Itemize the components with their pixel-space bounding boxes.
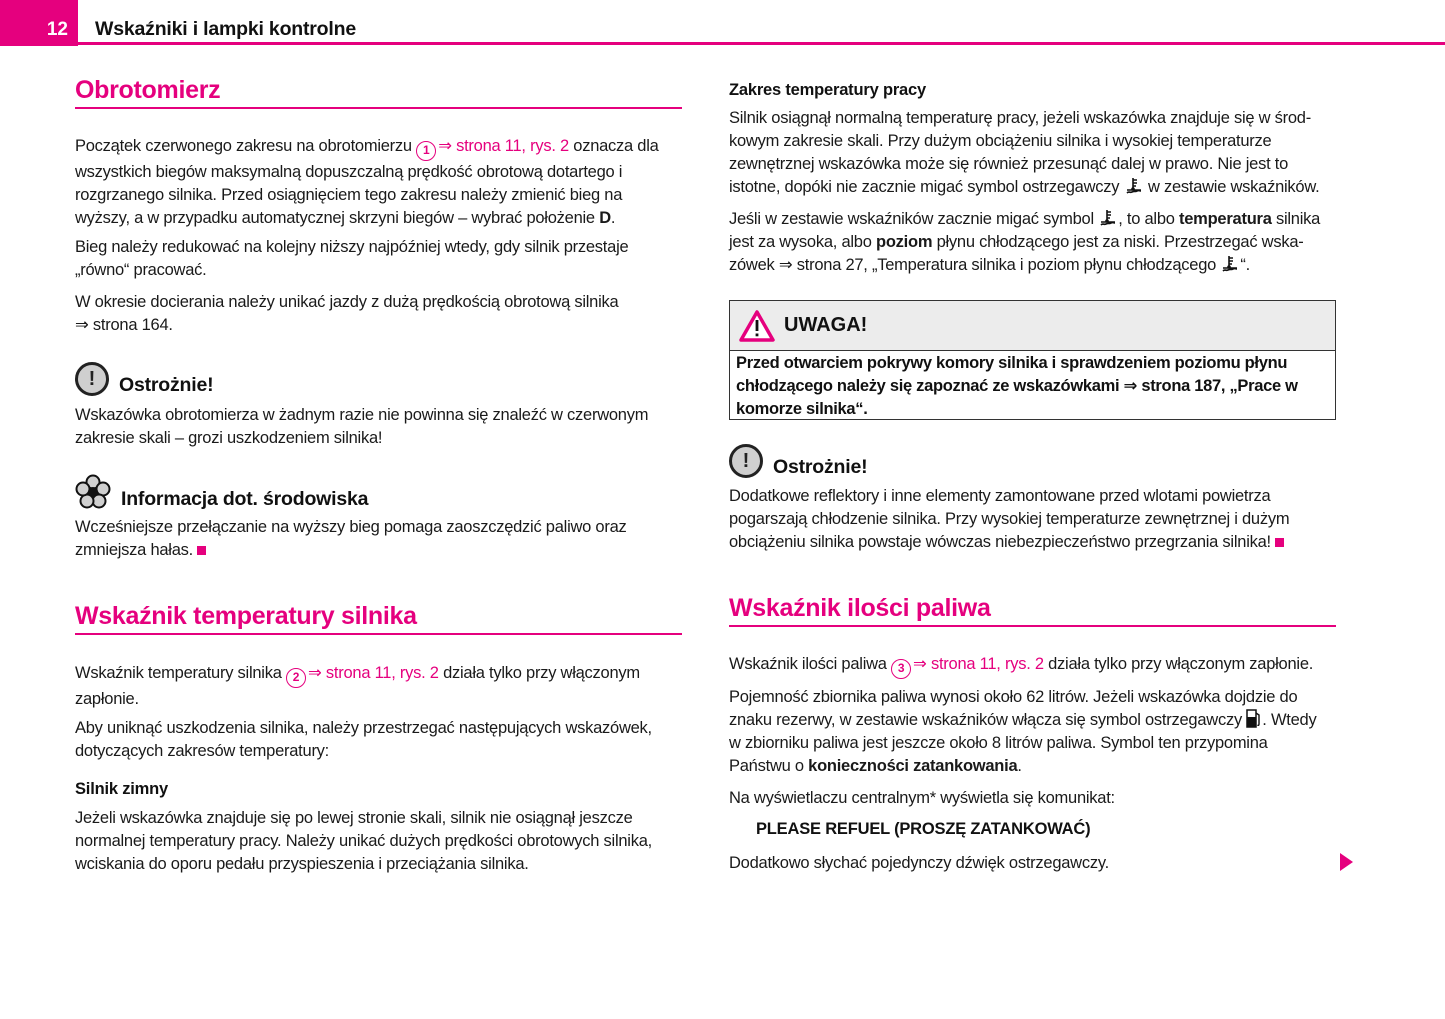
coolant-temperature-icon [1124, 177, 1144, 195]
section-end-mark-icon [1275, 538, 1284, 547]
coolant-temperature-icon [1220, 255, 1240, 273]
page-number-block [0, 0, 78, 46]
caution-icon: ! [729, 444, 763, 478]
caution-text: Wskazówka obrotomierza w żadnym razie nie powinna się znaleźć w czerwonym zakresie skali – grozi uszkodzeniem silnika! [75, 406, 649, 447]
section-end-mark-icon [197, 546, 206, 555]
header-rule [0, 42, 1445, 45]
temperatura-paragraph-2: Aby uniknąć uszkodzenia silnika, należy przestrzegać następujących wskazówek, dotyczących zakresów temperatury: [75, 719, 652, 760]
display-message: PLEASE REFUEL (PROSZĘ ZATANKOWAĆ) [756, 820, 1091, 838]
page-header [0, 0, 1445, 46]
environment-text: Wcześniejsze przełączanie na wyższy bieg pomaga zaoszczędzić paliwo oraz zmniejsza hałas. [75, 518, 627, 559]
cold-engine-text: Jeżeli wskazówka znajduje się po lewej stronie skali, silnik nie osiągnął jeszcze normalnej temperatury pracy. Należy unikać dużych prędkości obrotowych silnika, wciskania do oporu pedału przyspieszenia i przeciążania silnika. [75, 809, 652, 873]
page-reference-link[interactable]: ⇒ strona 11, rys. 2 [913, 655, 1044, 673]
subheading-cold-engine: Silnik zimny [75, 780, 168, 798]
warning-triangle-icon [738, 309, 776, 343]
section-title-fuel: Wskaźnik ilości paliwa [729, 594, 1336, 627]
flower-icon [75, 474, 111, 510]
caution-heading: ! Ostrożnie! [75, 362, 213, 396]
fuel-paragraph-4: Dodatkowo słychać pojedynczy dźwięk ostrzegawczy. [729, 854, 1109, 872]
page-reference-link[interactable]: ⇒ strona 11, rys. 2 [307, 664, 439, 682]
page-reference-link[interactable]: ⇒ strona 11, rys. 2 [438, 137, 569, 155]
section-title-temperatura: Wskaźnik temperatury silnika [75, 602, 682, 635]
caution-text: Dodatkowe reflektory i inne elementy zamontowane przed wlotami powietrza pogarszają chłodzenie silnika. Przy wysokiej temperaturze zewnętrznej i dużym obciążeniu silnika powstaje wówczas niebezpieczeństwo przegrzania silnika! [729, 487, 1290, 551]
operating-range-text: Silnik osiągnął normalną temperaturę pracy, jeżeli wskazówka znajduje się w środ- kowym zakresie skali. Przy dużym obciążeniu silnika i wysokiej temperaturze zewnętrznej wskazówka może się również przesunąć dalej w prawo. Nie jest to istotne, dopóki nie zacznie migać symbol ostrzegawczy w zestawie wskaźników. [729, 109, 1320, 196]
warning-box [729, 300, 1336, 420]
page-reference-link[interactable]: zówek ⇒ strona 27, „Temperatura silnika i poziom płynu chłodzącego [729, 256, 1221, 274]
obrotomierz-paragraph-3: W okresie docierania należy unikać jazdy z dużą prędkością obrotową silnika ⇒ strona 164. [75, 293, 619, 334]
page-number: 12 [46, 19, 68, 40]
chapter-title: Wskaźniki i lampki kontrolne [95, 18, 356, 40]
caution-heading: ! Ostrożnie! [729, 444, 867, 478]
caution-icon: ! [75, 362, 109, 396]
warning-text: Przed otwarciem pokrywy komory silnika i sprawdzeniem poziomu płynu chłodzącego należy się zapoznać ze wskazówkami ⇒ strona 187, „Prace w komorze silnika“. [736, 354, 1298, 418]
fuel-pump-icon [1246, 709, 1262, 728]
blinking-symbol-text: Jeśli w zestawie wskaźników zacznie migać symbol , to albo temperatura silnika jest za wysoka, albo poziom płynu chłodzącego jest za niski. Przestrzegać wska- zówek ⇒ strona 27, „Temperatura silnika i poziom płynu chłodzącego “. [729, 210, 1321, 274]
subheading-operating-range: Zakres temperatury pracy [729, 81, 926, 99]
warning-header: UWAGA! [730, 301, 1335, 351]
coolant-temperature-icon [1098, 209, 1118, 227]
fuel-paragraph-3: Na wyświetlaczu centralnym* wyświetla się komunikat: [729, 789, 1115, 807]
marker-3-icon: 3 [891, 659, 911, 679]
environment-heading: Informacja dot. środowiska [75, 474, 368, 510]
obrotomierz-paragraph-1: Początek czerwonego zakresu na obrotomierzu 1 ⇒ strona 11, rys. 2 oznacza dla wszystkich biegów maksymalną dopuszczalną prędkość obrotową dotartego i rozgrzanego silnika. Przed osiągnięciem tego zakresu należy zmienić bieg na wyższy, a w przypadku automatycznej skrzyni biegów – wybrać położenie D. [75, 137, 659, 227]
marker-1-icon: 1 [416, 141, 436, 161]
page-reference-link[interactable]: ⇒ strona 164. [75, 316, 173, 334]
section-title-obrotomierz: Obrotomierz [75, 76, 682, 109]
temperatura-paragraph-1: Wskaźnik temperatury silnika 2 ⇒ strona 11, rys. 2 działa tylko przy włączonym zapłonie. [75, 664, 640, 708]
next-page-arrow-icon[interactable] [1340, 853, 1353, 871]
fuel-paragraph-2: Pojemność zbiornika paliwa wynosi około 62 litrów. Jeżeli wskazówka dojdzie do znaku rezerwy, w zestawie wskaźników włącza się symbol ostrzegawczy . Wtedy w zbiorniku paliwa jest jeszcze około 8 litrów paliwa. Symbol ten przypomina Państwu o konieczności zatankowania. [729, 688, 1317, 775]
fuel-paragraph-1: Wskaźnik ilości paliwa 3 ⇒ strona 11, rys. 2 działa tylko przy włączonym zapłonie. [729, 653, 1336, 679]
marker-2-icon: 2 [286, 668, 306, 688]
obrotomierz-paragraph-2: Bieg należy redukować na kolejny niższy najpóźniej wtedy, gdy silnik przestaje „równo“ pracować. [75, 238, 629, 279]
